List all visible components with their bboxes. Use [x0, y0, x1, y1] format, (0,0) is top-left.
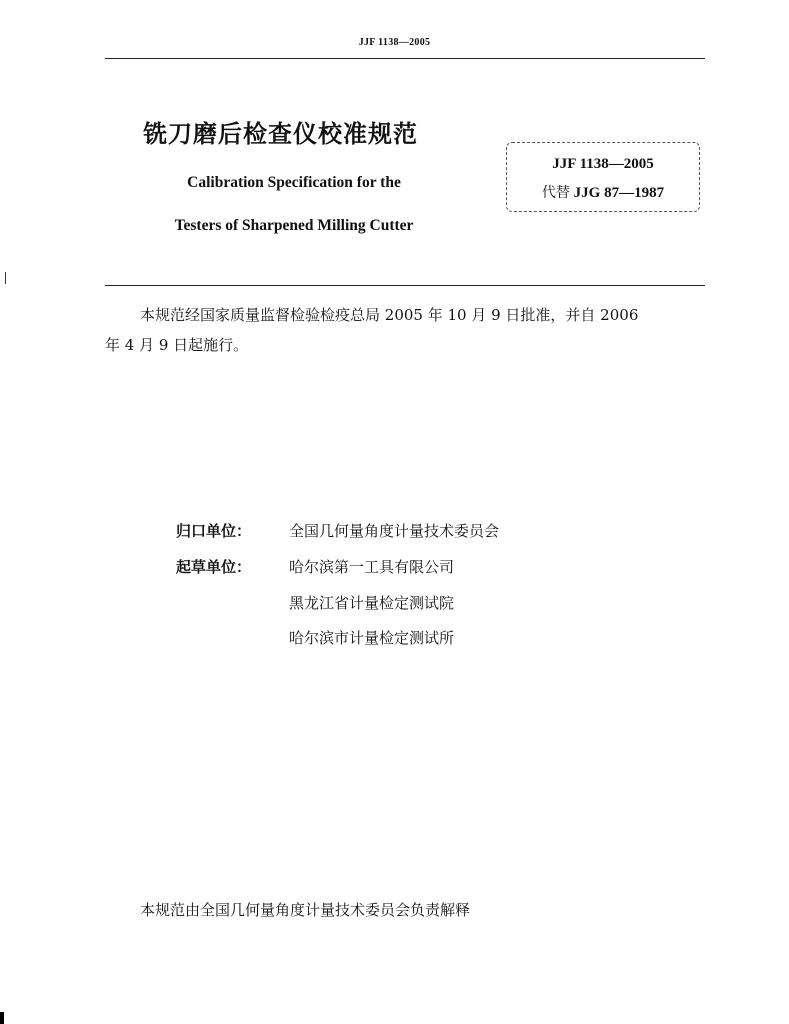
drafting-unit-2: 黑龙江省计量检定测试院 — [289, 594, 455, 612]
responsible-unit-value: 全国几何量角度计量技术委员会 — [289, 522, 500, 540]
drafting-unit-label: 起草单位： — [176, 558, 252, 576]
header-rule — [105, 58, 705, 59]
approval-line-1: 本规范经国家质量监督检验检疫总局 2005 年 10 月 9 日批准，并自 2006 — [140, 306, 639, 324]
drafting-unit-3: 哈尔滨市计量检定测试所 — [289, 629, 455, 647]
approval-line-2: 年 4 月 9 日起施行。 — [105, 336, 249, 354]
document-title-english-line1: Calibration Specification for the — [187, 174, 401, 191]
margin-mark — [5, 272, 6, 284]
replaced-standard-code: JJG 87—1987 — [573, 185, 665, 201]
replaces-prefix: 代替 — [541, 185, 570, 201]
standard-code: JJF 1138—2005 — [552, 156, 654, 172]
title-separator-rule — [105, 285, 705, 286]
scan-mark — [0, 1012, 4, 1024]
replaces-code-line — [507, 182, 699, 202]
document-title-english-line2: Testers of Sharpened Milling Cutter — [174, 217, 414, 234]
document-title-chinese: 铣刀磨后检查仪校准规范 — [143, 120, 418, 148]
interpretation-note: 本规范由全国几何量角度计量技术委员会负责解释 — [140, 901, 471, 919]
drafting-unit-1: 哈尔滨第一工具有限公司 — [289, 558, 455, 576]
responsible-unit-label: 归口单位： — [176, 522, 252, 540]
standard-code-box — [506, 142, 700, 212]
header-standard-code: JJF 1138—2005 — [358, 37, 431, 48]
